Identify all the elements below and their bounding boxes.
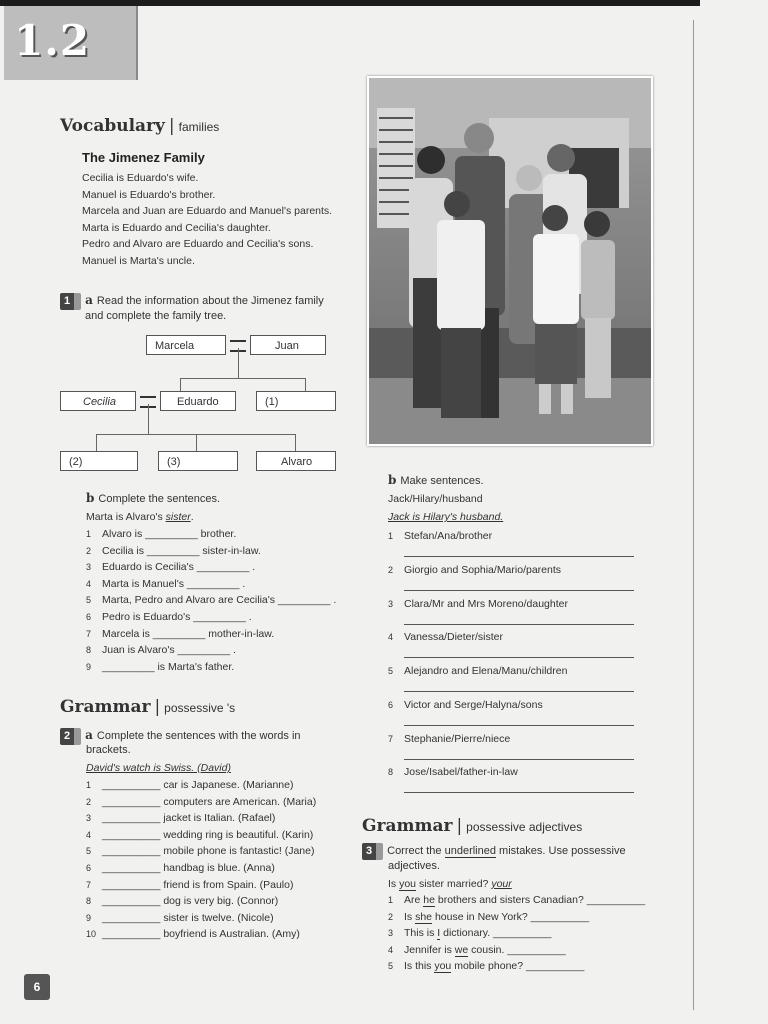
item-text: Pedro is Eduardo's _________ . [102,610,252,623]
item-number: 2 [86,545,92,556]
item-text: mobile phone? __________ [451,960,585,973]
family-title: The Jimenez Family [82,150,205,165]
item-mistake: he [423,894,435,906]
grammar-heading-possessive-s: Grammar | possessive 's [60,697,236,717]
item-text: Stephanie/Pierre/niece [404,733,511,745]
item-number: 8 [86,896,92,907]
tree-box-juan: Juan [250,335,326,355]
list-item [86,559,336,576]
answer-line[interactable] [404,590,634,591]
item-text: Is [404,910,416,923]
unit-tab [4,6,138,80]
item-text: Juan is Alvaro's _________ . [102,644,236,657]
list-item [388,892,645,909]
item-text: Giorgio and Sophia/Mario/parents [404,564,562,576]
fact-line: Cecilia is Eduardo's wife. [82,172,199,184]
item-number: 3 [388,928,394,939]
instruction-text: Complete the sentences. [98,493,221,505]
list-item [86,576,336,593]
ex2b-example: Jack is Hilary's husband. [388,511,504,523]
sub-label: a [85,293,93,307]
item-number: 8 [388,767,394,777]
family-photo-illustration [369,78,651,444]
tree-box-alvaro: Alvaro [256,451,336,471]
item-number: 6 [388,700,394,710]
list-item [86,592,336,609]
ex2b-item-3 [388,596,568,613]
item-number: 4 [388,632,394,642]
item-mistake: we [454,943,469,956]
ex1a-instruction-cont: and complete the family tree. [85,310,227,322]
ex3-list [388,892,645,975]
exercise-badge: 3 [362,843,383,860]
tree-line [180,378,181,392]
item-text: Vanessa/Dieter/sister [404,631,504,643]
exercise-badge: 1 [60,293,81,310]
list-item [86,860,316,877]
tree-box-marcela: Marcela [146,335,226,355]
page-edge-line [693,20,694,1010]
example-text: Is [388,878,400,890]
item-number: 3 [86,562,92,573]
unit-number: 1.2 [14,16,91,65]
ex2a-instruction-cont: brackets. [86,744,131,756]
item-text: __________ wedding ring is beautiful. (Karin) [102,828,314,841]
section-topic: possessive 's [164,701,236,715]
item-text: __________ jacket is Italian. (Rafael) [102,812,276,825]
vocabulary-heading: Vocabulary | families [60,116,220,136]
instruction-underlined: underlined [444,845,496,857]
tree-box-cecilia: Cecilia [60,391,136,411]
tree-line [238,348,239,378]
example-answer: your [491,878,512,890]
item-number: 7 [388,734,394,744]
list-item [388,909,645,926]
item-text: house in New York? __________ [432,910,590,923]
grammar-heading-possessive-adjectives: Grammar | possessive adjectives [362,816,583,836]
item-mistake: I [437,927,441,940]
item-text: Is this [404,960,435,973]
ex1a-instruction [60,292,324,310]
instruction-text: Complete the sentences with the words in [96,730,301,742]
list-item [86,626,336,643]
item-text: dictionary. __________ [440,927,552,940]
item-text: cousin. __________ [468,943,566,956]
item-text: Marcela is _________ mother-in-law. [102,627,275,640]
item-number: 4 [86,829,92,840]
item-number: 10 [86,929,97,940]
item-text: Alvaro is _________ brother. [102,528,237,540]
answer-line[interactable] [404,624,634,625]
item-number: 1 [86,780,92,790]
list-item [86,910,316,927]
list-item [86,893,316,910]
tree-line [148,404,149,434]
example-text: Marta is Alvaro's [86,511,163,523]
item-number: 5 [86,846,92,857]
example-end: . [190,511,194,523]
item-number: 2 [388,911,394,922]
instruction-text: Correct the [387,845,445,857]
ex1b-example [86,509,194,526]
example-mistake: you [399,878,417,890]
list-item [86,777,316,794]
example-text: sister married? [416,878,489,890]
fact-line: Manuel is Marta's uncle. [82,254,195,267]
item-number: 8 [86,645,92,656]
tree-box-blank-3: (3) [158,451,238,471]
ex1b-list [86,526,336,675]
item-number: 1 [388,531,394,541]
item-text: Jose/Isabel/father-in-law [404,766,518,778]
item-text: __________ dog is very big. (Connor) [102,895,279,908]
item-number: 1 [388,895,394,905]
item-text: Marta is Manuel's _________ . [102,577,246,590]
item-number: 2 [86,796,92,807]
item-number: 5 [86,595,92,606]
instruction-text: Make sentences. [400,475,484,487]
list-item [86,543,336,560]
item-number: 6 [86,862,92,873]
instruction-text: Read the information about the Jimenez family [96,295,324,307]
item-number: 3 [388,599,394,609]
item-number: 5 [388,666,394,676]
item-text: Alejandro and Elena/Manu/children [404,665,568,677]
item-mistake: she [415,910,433,923]
tree-line [196,434,197,452]
ex2a-example: David's watch is Swiss. (David) [86,762,231,774]
item-number: 9 [86,912,92,923]
answer-line[interactable] [404,657,634,658]
item-number: 4 [388,944,394,955]
item-number: 3 [86,813,92,824]
instruction-text: mistakes. Use possessive [495,845,626,857]
item-text: __________ boyfriend is Australian. (Amy) [102,928,300,941]
sub-label: b [86,491,95,505]
list-item [86,609,336,626]
list-item [86,827,316,844]
list-item [86,526,336,543]
item-mistake: you [434,960,452,973]
list-item [86,794,316,811]
tree-box-eduardo: Eduardo [160,391,236,411]
ex2b-item-5 [388,663,567,680]
ex1b-instruction [86,490,220,508]
item-text: __________ car is Japanese. (Marianne) [102,779,294,791]
tree-line [96,434,97,452]
answer-line[interactable] [404,759,634,760]
list-item [388,942,645,959]
item-text: Stefan/Ana/brother [404,530,493,542]
item-text: __________ mobile phone is fantastic! (Jane) [102,845,315,858]
item-number: 9 [86,661,92,672]
ex2b-item-4 [388,629,503,646]
item-text: __________ friend is from Spain. (Paulo) [102,878,294,891]
item-number: 7 [86,879,92,890]
ex2b-prompt: Jack/Hilary/husband [388,493,483,505]
item-text: __________ sister is twelve. (Nicole) [102,911,274,924]
item-text: __________ handbag is blue. (Anna) [102,861,275,874]
tree-line [305,378,306,392]
section-topic: possessive adjectives [466,820,583,834]
list-item [86,659,336,676]
item-number: 4 [86,578,92,589]
sub-label: a [85,728,93,742]
list-item [86,642,336,659]
fact-line: Manuel is Eduardo's brother. [82,188,216,201]
ex2b-instruction [388,472,484,490]
ex3-instruction-cont: adjectives. [388,860,440,872]
tree-line [180,378,306,379]
list-item [86,926,316,943]
item-text: brothers and sisters Canadian? __________ [434,894,646,906]
item-number: 7 [86,628,92,639]
list-item [388,925,645,942]
ex2b-item-7 [388,731,510,748]
item-number: 1 [86,529,92,539]
tree-box-blank-1: (1) [256,391,336,411]
item-number: 2 [388,565,394,575]
item-text: Clara/Mr and Mrs Moreno/daughter [404,598,568,610]
item-text: Are [404,894,424,906]
item-number: 6 [86,611,92,622]
section-topic: families [178,120,220,134]
item-text: Cecilia is _________ sister-in-law. [102,544,261,557]
section-title: Grammar [362,816,453,836]
exercise-badge: 2 [60,728,81,745]
answer-line[interactable] [404,725,634,726]
tree-box-blank-2: (2) [60,451,138,471]
item-text: Jennifer is [404,943,455,956]
fact-line: Pedro and Alvaro are Eduardo and Cecilia's sons. [82,238,314,251]
ex3-example [388,876,512,893]
list-item [388,958,645,975]
list-item [86,843,316,860]
answer-line[interactable] [404,556,634,557]
item-text: _________ is Marta's father. [102,660,235,673]
family-facts [82,170,332,270]
item-text: __________ computers are American. (Maria) [102,795,317,808]
ex2b-item-6 [388,697,543,714]
example-answer: sister [165,511,191,523]
item-number: 5 [388,961,394,972]
ex2a-list [86,777,316,943]
section-title: Vocabulary [60,116,165,136]
section-title: Grammar [60,697,151,717]
answer-line[interactable] [404,792,634,793]
ex2b-item-8 [388,764,518,781]
answer-line[interactable] [404,691,634,692]
item-text: Marta, Pedro and Alvaro are Cecilia's _________ . [102,594,337,607]
item-text: Eduardo is Cecilia's _________ . [102,561,256,574]
fact-line: Marcela and Juan are Eduardo and Manuel's parents. [82,205,333,218]
ex2b-item-1 [388,528,492,545]
ex2b-item-2 [388,562,561,579]
tree-line [295,434,296,452]
fact-line: Marta is Eduardo and Cecilia's daughter. [82,221,271,234]
family-photo [367,76,653,446]
item-text: This is [404,927,438,940]
sub-label: b [388,473,397,487]
list-item [86,810,316,827]
page-number: 6 [24,974,50,1000]
list-item [86,877,316,894]
item-text: Victor and Serge/Halyna/sons [404,699,543,711]
